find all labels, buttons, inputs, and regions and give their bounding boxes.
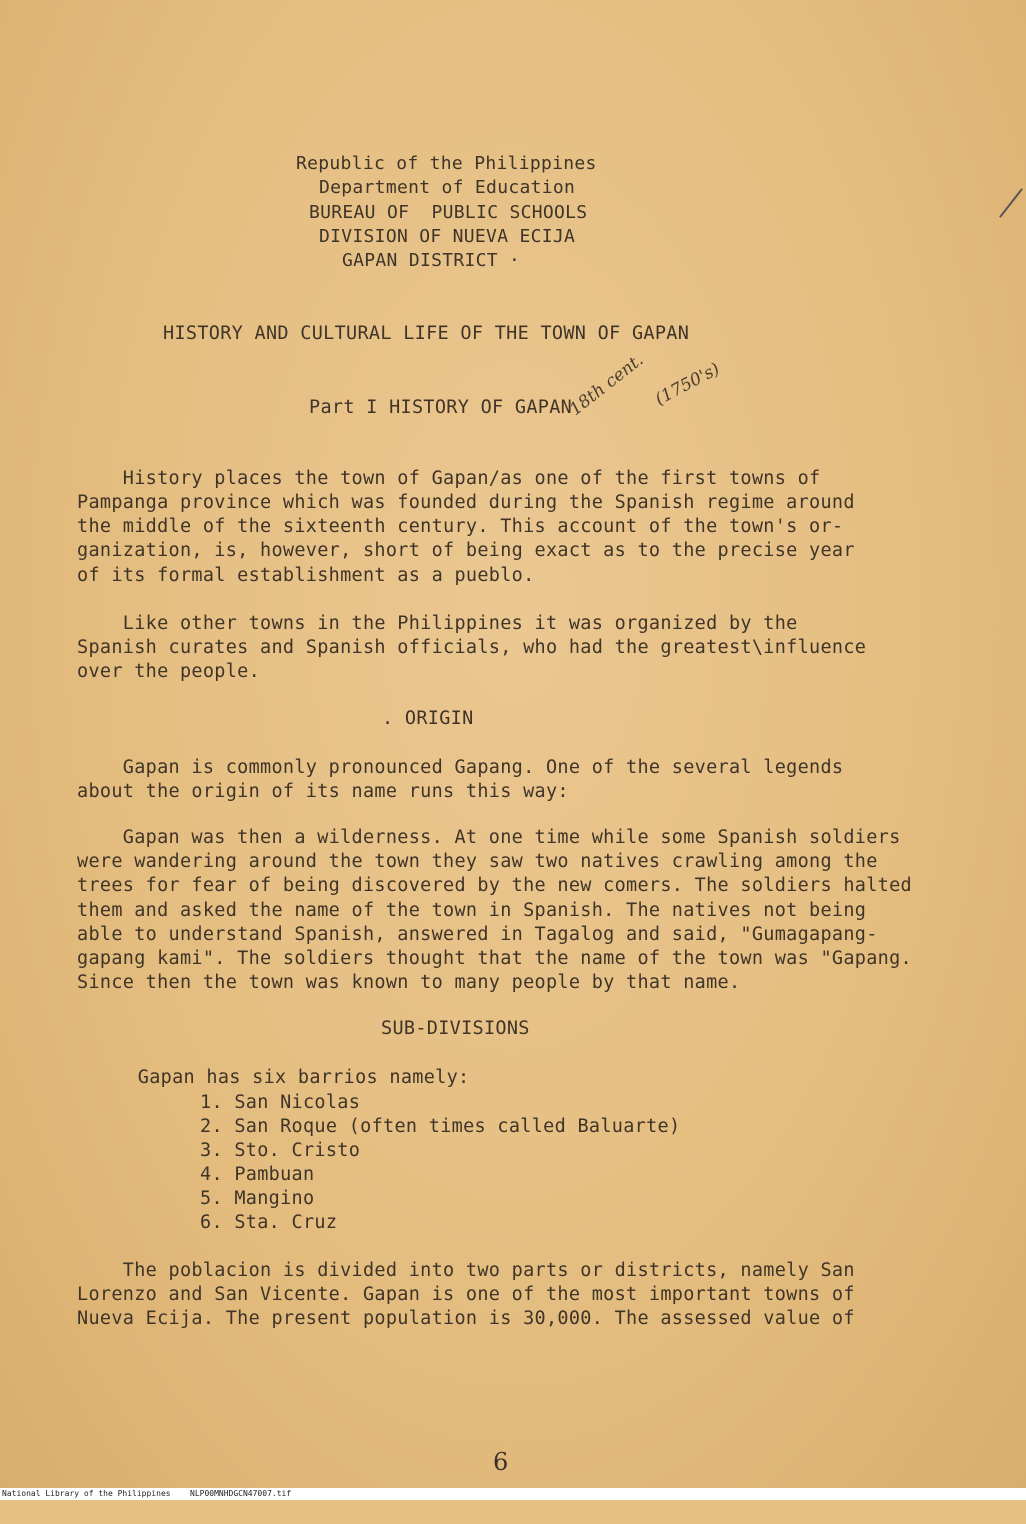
subdivisions-heading: SUB-DIVISIONS <box>381 1018 530 1039</box>
letterhead-department: Department of Education <box>319 177 576 198</box>
text-line: able to understand Spanish, answered in Tagalog and said, "Gumagapang- <box>77 924 878 945</box>
footer-library: National Library of the Philippines <box>2 1489 171 1498</box>
text-line: of its formal establishment as a pueblo. <box>77 565 535 586</box>
list-item: 5. Mangino <box>200 1188 315 1209</box>
list-item: 6. Sta. Cruz <box>200 1212 338 1233</box>
text-line: Lorenzo and San Vicente. Gapan is one of the most important towns of <box>77 1284 855 1305</box>
text-line: were wandering around the town they saw two natives crawling among the <box>77 851 878 872</box>
text-line: gapang kami". The soldiers thought that the name of the town was "Gapang. <box>77 948 912 969</box>
text-line: about the origin of its name runs this way: <box>77 781 569 802</box>
text-line: The poblacion is divided into two parts or districts, namely San <box>77 1260 855 1281</box>
letterhead-district: GAPAN DISTRICT · <box>342 250 521 271</box>
list-item: 4. Pambuan <box>200 1164 315 1185</box>
text-line: History places the town of Gapan/as one of the first towns of <box>77 468 821 489</box>
text-line: them and asked the name of the town in Spanish. The natives not being <box>77 900 867 921</box>
list-item: 1. San Nicolas <box>200 1092 361 1113</box>
handwritten-annotation-year: (1750's) <box>652 359 724 410</box>
text-line: Nueva Ecija. The present population is 30,000. The assessed value of <box>77 1308 855 1329</box>
text-line: Since then the town was known to many people by that name. <box>77 972 741 993</box>
footer-filename: NLP00MNHDGCN47007.tif <box>190 1489 292 1498</box>
text-line: the middle of the sixteenth century. This account of the town's or- <box>77 516 844 537</box>
letterhead-division: DIVISION OF NUEVA ECIJA <box>319 226 576 247</box>
page-number: 6 <box>493 1448 509 1476</box>
subdivisions-intro: Gapan has six barrios namely: <box>92 1067 470 1088</box>
scan-footer <box>0 1488 1026 1500</box>
text-line: Gapan was then a wilderness. At one time while some Spanish soldiers <box>77 827 901 848</box>
text-line: Spanish curates and Spanish officials, who had the greatest\influence <box>77 637 867 658</box>
handwritten-annotation-century: 18th cent. <box>566 350 648 420</box>
origin-heading: . ORIGIN <box>382 708 474 729</box>
text-line: over the people. <box>77 661 261 682</box>
text-line: Like other towns in the Philippines it was organized by the <box>77 613 798 634</box>
text-line: Gapan is commonly pronounced Gapang. One of the several legends <box>77 757 844 778</box>
text-line: ganization, is, however, short of being exact as to the precise year <box>77 540 855 561</box>
list-item: 2. San Roque (often times called Baluarte) <box>200 1116 681 1137</box>
letterhead-republic: Republic of the Philippines <box>296 153 597 174</box>
document-title: HISTORY AND CULTURAL LIFE OF THE TOWN OF GAPAN <box>163 323 690 344</box>
margin-check-mark <box>999 188 1023 218</box>
list-item: 3. Sto. Cristo <box>200 1140 361 1161</box>
letterhead-bureau: BUREAU OF PUBLIC SCHOOLS <box>309 202 588 223</box>
text-line: trees for fear of being discovered by the new comers. The soldiers halted <box>77 875 912 896</box>
part-title: Part I HISTORY OF GAPAN <box>309 397 573 418</box>
text-line: Pampanga province which was founded during the Spanish regime around <box>77 492 855 513</box>
